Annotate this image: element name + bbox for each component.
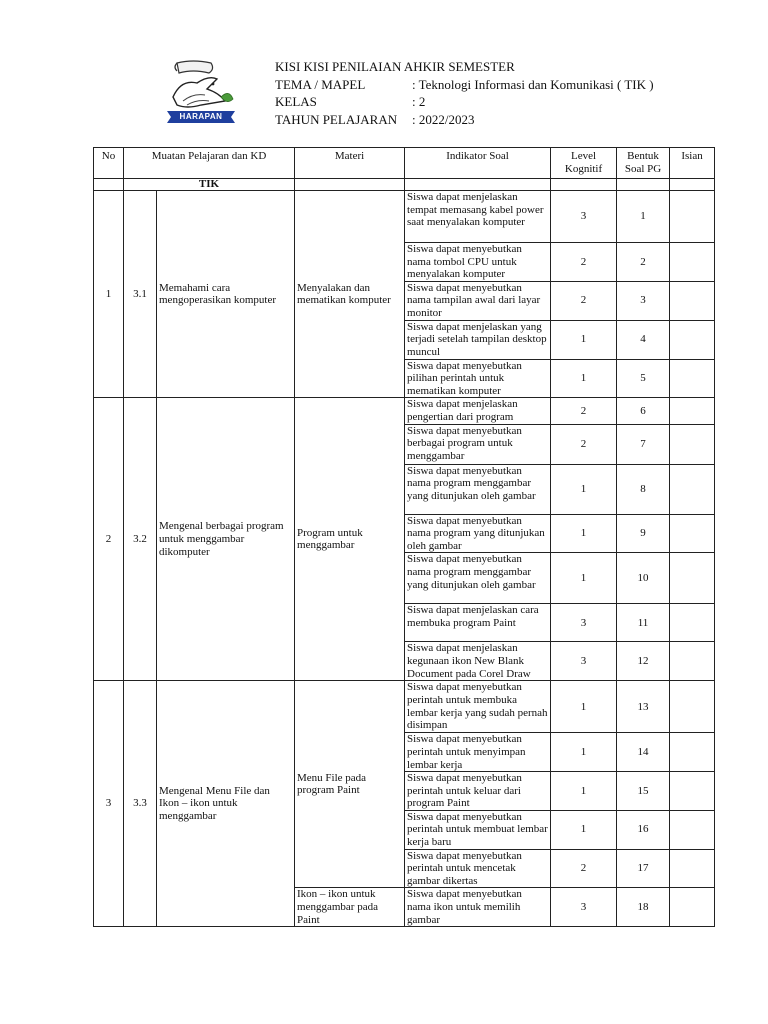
table-row	[94, 191, 715, 243]
row-isian	[670, 359, 715, 398]
row-level: 1	[551, 464, 617, 514]
row-materi: Menu File pada program Paint	[295, 681, 405, 888]
header-label: KELAS	[275, 94, 317, 109]
row-isian	[670, 464, 715, 514]
row-pg: 9	[617, 514, 670, 553]
row-isian	[670, 398, 715, 424]
row-isian	[670, 281, 715, 320]
row-pg: 3	[617, 281, 670, 320]
row-isian	[670, 604, 715, 642]
row-level: 1	[551, 810, 617, 849]
row-indikator: Siswa dapat menjelaskan cara membuka program Paint	[405, 604, 551, 642]
row-indikator: Siswa dapat menjelaskan pengertian dari program	[405, 398, 551, 424]
row-isian	[670, 642, 715, 681]
row-pg: 8	[617, 464, 670, 514]
row-isian	[670, 191, 715, 243]
row-no: 2	[94, 398, 124, 681]
row-indikator: Siswa dapat menyebutkan nama program menggambar yang ditunjukan oleh gambar	[405, 464, 551, 514]
row-indikator: Siswa dapat menjelaskan kegunaan ikon New Blank Document pada Corel Draw	[405, 642, 551, 681]
row-isian	[670, 810, 715, 849]
row-level: 2	[551, 281, 617, 320]
col-header-materi: Materi	[295, 148, 405, 179]
row-isian	[670, 888, 715, 927]
row-muatan: Memahami cara mengoperasikan komputer	[157, 191, 295, 398]
row-no: 3	[94, 681, 124, 927]
col-header-muatan: Muatan Pelajaran dan KD	[124, 148, 295, 179]
row-indikator: Siswa dapat menyebutkan berbagai program untuk menggambar	[405, 424, 551, 464]
row-kd: 3.2	[124, 398, 157, 681]
logo-label: HARAPAN	[179, 112, 223, 121]
row-pg: 14	[617, 733, 670, 772]
row-pg: 7	[617, 424, 670, 464]
table-row	[94, 398, 715, 424]
school-logo	[163, 57, 239, 123]
row-indikator: Siswa dapat menyebutkan nama ikon untuk memilih gambar	[405, 888, 551, 927]
row-indikator: Siswa dapat menyebutkan pilihan perintah untuk mematikan komputer	[405, 359, 551, 398]
row-pg: 11	[617, 604, 670, 642]
row-level: 2	[551, 243, 617, 282]
header-value: : 2022/2023	[412, 111, 475, 127]
row-pg: 1	[617, 191, 670, 243]
document-title: KISI KISI PENILAIAN AHKIR SEMESTER	[275, 59, 515, 74]
row-pg: 15	[617, 772, 670, 811]
header-row-tahun	[275, 111, 654, 129]
row-pg: 17	[617, 849, 670, 888]
row-pg: 13	[617, 681, 670, 733]
header-row-kelas	[275, 93, 654, 111]
kisi-kisi-table	[93, 147, 715, 927]
row-pg: 4	[617, 320, 670, 359]
row-kd: 3.1	[124, 191, 157, 398]
row-indikator: Siswa dapat menjelaskan yang terjadi setelah tampilan desktop muncul	[405, 320, 551, 359]
row-isian	[670, 424, 715, 464]
row-indikator: Siswa dapat menyebutkan perintah untuk membuat lembar kerja baru	[405, 810, 551, 849]
subject-label: TIK	[124, 179, 295, 191]
row-pg: 12	[617, 642, 670, 681]
header-value: : 2	[412, 94, 426, 109]
header-label: TAHUN PELAJARAN	[275, 111, 398, 127]
row-isian	[670, 849, 715, 888]
table-body	[94, 191, 715, 927]
row-isian	[670, 243, 715, 282]
row-pg: 5	[617, 359, 670, 398]
row-indikator: Siswa dapat menyebutkan perintah untuk menyimpan lembar kerja	[405, 733, 551, 772]
row-level: 3	[551, 642, 617, 681]
header-value: : Teknologi Informasi dan Komunikasi ( TIK )	[412, 76, 654, 92]
row-indikator: Siswa dapat menyebutkan nama tombol CPU untuk menyalakan komputer	[405, 243, 551, 282]
row-level: 2	[551, 849, 617, 888]
col-header-indikator: Indikator Soal	[405, 148, 551, 179]
row-materi: Menyalakan dan mematikan komputer	[295, 191, 405, 398]
row-muatan: Mengenal berbagai program untuk menggambar dikomputer	[157, 398, 295, 681]
row-pg: 2	[617, 243, 670, 282]
row-level: 1	[551, 772, 617, 811]
row-kd: 3.3	[124, 681, 157, 927]
row-level: 1	[551, 733, 617, 772]
row-indikator: Siswa dapat menyebutkan nama tampilan awal dari layar monitor	[405, 281, 551, 320]
row-isian	[670, 681, 715, 733]
document-header	[275, 58, 654, 128]
row-indikator: Siswa dapat menyebutkan nama program menggambar yang ditunjukan oleh gambar	[405, 553, 551, 604]
row-indikator: Siswa dapat menyebutkan perintah untuk keluar dari program Paint	[405, 772, 551, 811]
table-row	[94, 681, 715, 733]
row-level: 2	[551, 398, 617, 424]
row-indikator: Siswa dapat menyebutkan perintah untuk membuka lembar kerja yang sudah pernah disimpan	[405, 681, 551, 733]
row-level: 2	[551, 424, 617, 464]
row-indikator: Siswa dapat menyebutkan nama program yang ditunjukan oleh gambar	[405, 514, 551, 553]
header-label: TEMA / MAPEL	[275, 76, 366, 92]
row-level: 3	[551, 888, 617, 927]
row-materi: Program untuk menggambar	[295, 398, 405, 681]
row-level: 1	[551, 681, 617, 733]
row-level: 3	[551, 604, 617, 642]
row-pg: 18	[617, 888, 670, 927]
row-isian	[670, 514, 715, 553]
col-header-level: Level Kognitif	[551, 148, 617, 179]
col-header-bentuk: Bentuk Soal PG	[617, 148, 670, 179]
row-isian	[670, 772, 715, 811]
row-level: 1	[551, 553, 617, 604]
row-no: 1	[94, 191, 124, 398]
row-isian	[670, 553, 715, 604]
row-level: 1	[551, 359, 617, 398]
table-header-row	[94, 148, 715, 179]
row-level: 1	[551, 514, 617, 553]
col-header-no: No	[94, 148, 124, 179]
row-isian	[670, 733, 715, 772]
row-muatan: Mengenal Menu File dan Ikon – ikon untuk menggambar	[157, 681, 295, 927]
row-pg: 10	[617, 553, 670, 604]
subject-row	[94, 179, 715, 191]
row-pg: 6	[617, 398, 670, 424]
row-materi: Ikon – ikon untuk menggambar pada Paint	[295, 888, 405, 927]
row-level: 1	[551, 320, 617, 359]
row-isian	[670, 320, 715, 359]
row-pg: 16	[617, 810, 670, 849]
header-row-mapel	[275, 76, 654, 94]
row-indikator: Siswa dapat menyebutkan perintah untuk mencetak gambar dikertas	[405, 849, 551, 888]
col-header-isian: Isian	[670, 148, 715, 179]
row-indikator: Siswa dapat menjelaskan tempat memasang kabel power saat menyalakan komputer	[405, 191, 551, 243]
row-level: 3	[551, 191, 617, 243]
